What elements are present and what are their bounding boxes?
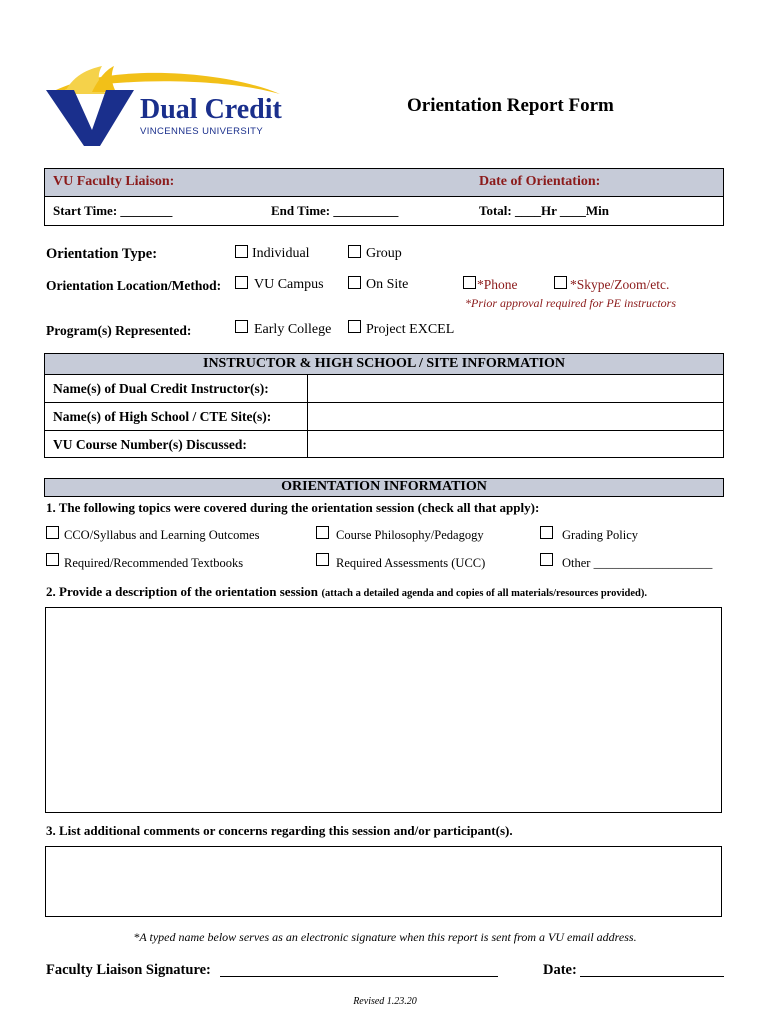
location-label: Orientation Location/Method: — [46, 278, 222, 293]
course-numbers-label: VU Course Number(s) Discussed: — [53, 437, 247, 452]
question-3: 3. List additional comments or concerns regarding this session and/or participant(s). — [46, 823, 513, 838]
logo-name: Dual Credit — [140, 94, 282, 125]
date-line[interactable] — [580, 976, 724, 977]
checkbox-early-college[interactable] — [235, 320, 248, 333]
dual-credit-logo — [44, 64, 284, 148]
instructor-section — [44, 353, 724, 458]
signature-line[interactable] — [220, 976, 498, 977]
total-field[interactable]: Total: ____Hr ____Min — [479, 203, 610, 218]
topic-grading: Grading Policy — [562, 528, 639, 542]
orientation-type-label: Orientation Type: — [46, 246, 158, 262]
option-group: Group — [366, 246, 402, 261]
question-2-note: (attach a detailed agenda and copies of all materials/resources provided). — [321, 588, 648, 599]
checkbox-group[interactable] — [348, 245, 361, 258]
option-phone: *Phone — [477, 277, 518, 292]
option-early-college: Early College — [254, 322, 332, 337]
checkbox-vu-campus[interactable] — [235, 276, 248, 289]
instructor-section-header: INSTRUCTOR & HIGH SCHOOL / SITE INFORMATION — [203, 356, 565, 371]
liaison-block — [44, 168, 724, 226]
option-project-excel: Project EXCEL — [366, 322, 455, 337]
high-school-names-input[interactable] — [308, 403, 722, 430]
instructor-names-input[interactable] — [308, 375, 722, 402]
page-title: Orientation Report Form — [407, 95, 614, 116]
checkbox-skype-zoom[interactable] — [554, 276, 567, 289]
topic-assessments: Required Assessments (UCC) — [336, 556, 486, 570]
question-1: 1. The following topics were covered during the orientation session (check all that apply): — [46, 500, 540, 515]
checkbox-topic-cco[interactable] — [46, 526, 59, 539]
date-label: Date: — [543, 962, 577, 978]
checkbox-project-excel[interactable] — [348, 320, 361, 333]
checkbox-topic-philosophy[interactable] — [316, 526, 329, 539]
option-vu-campus: VU Campus — [254, 277, 324, 292]
logo-subtitle: VINCENNES UNIVERSITY — [140, 126, 264, 137]
checkbox-topic-grading[interactable] — [540, 526, 553, 539]
description-textarea[interactable] — [45, 607, 722, 813]
end-time-field[interactable]: End Time: __________ — [271, 203, 399, 218]
option-skype-zoom: *Skype/Zoom/etc. — [570, 277, 670, 292]
faculty-liaison-label: VU Faculty Liaison: — [53, 174, 175, 189]
topic-cco: CCO/Syllabus and Learning Outcomes — [64, 528, 260, 542]
comments-textarea[interactable] — [45, 846, 722, 917]
question-2 — [46, 584, 647, 601]
topic-other[interactable]: Other ___________________ — [562, 556, 713, 570]
question-2-text: 2. Provide a description of the orientation session — [46, 584, 319, 599]
signature-note: *A typed name below serves as an electronic signature when this report is sent from a VU email address. — [133, 930, 637, 944]
start-time-field[interactable]: Start Time: ________ — [53, 203, 173, 218]
pe-approval-note: *Prior approval required for PE instructors — [465, 296, 676, 310]
checkbox-topic-assessments[interactable] — [316, 553, 329, 566]
checkbox-topic-textbooks[interactable] — [46, 553, 59, 566]
topic-philosophy: Course Philosophy/Pedagogy — [336, 528, 484, 542]
date-of-orientation-label: Date of Orientation: — [479, 174, 601, 189]
revised-date: Revised 1.23.20 — [353, 996, 417, 1007]
checkbox-topic-other[interactable] — [540, 553, 553, 566]
instructor-names-label: Name(s) of Dual Credit Instructor(s): — [53, 381, 269, 396]
option-on-site: On Site — [366, 277, 409, 292]
course-numbers-input[interactable] — [308, 431, 722, 458]
signature-label: Faculty Liaison Signature: — [46, 962, 211, 978]
orientation-info-header-bar — [44, 478, 724, 497]
checkbox-phone[interactable] — [463, 276, 476, 289]
checkbox-individual[interactable] — [235, 245, 248, 258]
checkbox-on-site[interactable] — [348, 276, 361, 289]
topic-textbooks: Required/Recommended Textbooks — [64, 556, 244, 570]
orientation-info-header: ORIENTATION INFORMATION — [281, 479, 487, 494]
option-individual: Individual — [252, 246, 310, 261]
programs-label: Program(s) Represented: — [46, 323, 192, 338]
high-school-names-label: Name(s) of High School / CTE Site(s): — [53, 409, 272, 424]
